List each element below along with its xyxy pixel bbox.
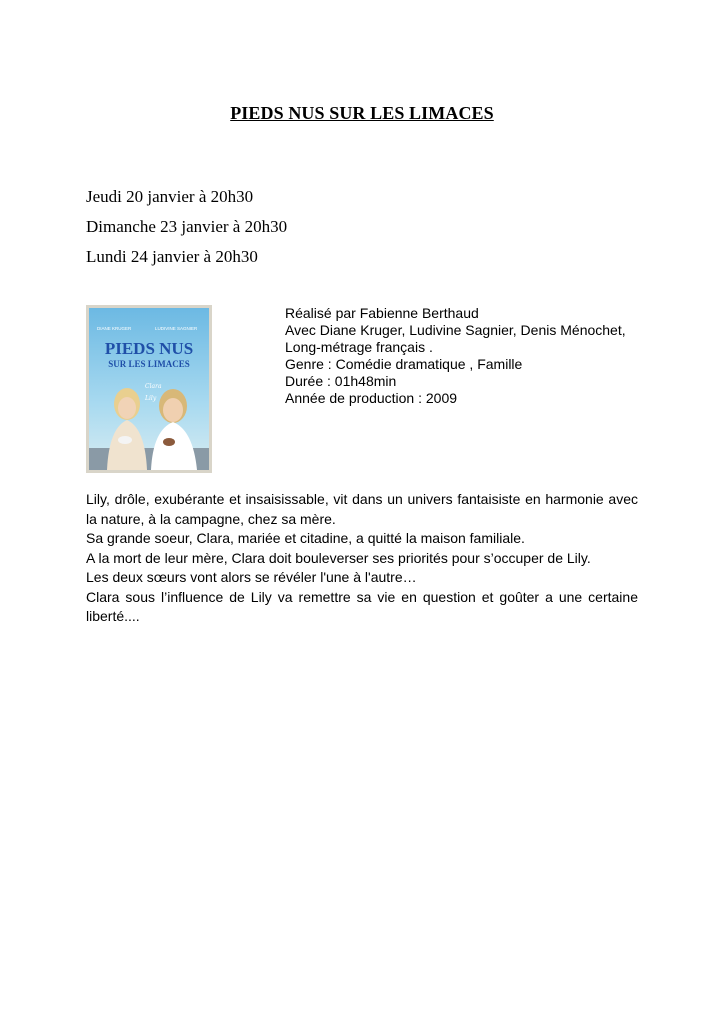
poster-name-clara: Clara — [145, 383, 162, 390]
credit-genre: Genre : Comédie dramatique , Famille — [285, 356, 523, 372]
credit-year: Année de production : 2009 — [285, 390, 458, 406]
screening-date: Dimanche 23 janvier à 20h30 — [86, 217, 288, 236]
poster-title-line1: PIEDS NUS — [104, 339, 194, 358]
credit-cast: Avec Diane Kruger, Ludivine Sagnier, Denis Ménochet, — [285, 322, 626, 338]
synopsis-paragraph: Sa grande soeur, Clara, mariée et citadine, a quitté la maison familiale. — [86, 530, 525, 546]
film-credits — [285, 305, 630, 407]
poster-name-lily: Lily — [145, 395, 157, 402]
credit-duration: Durée : 01h48min — [285, 373, 397, 389]
synopsis-paragraph: Clara sous l’influence de Lily va remettre sa vie en question et goûter a une certaine liberté.... — [86, 588, 638, 624]
credit-type: Long-métrage français . — [285, 339, 433, 355]
screening-date: Lundi 24 janvier à 20h30 — [86, 247, 258, 266]
screening-dates — [86, 182, 287, 272]
page-title: PIEDS NUS SUR LES LIMACES — [230, 103, 494, 123]
screening-date: Jeudi 20 janvier à 20h30 — [86, 187, 254, 206]
poster-actor-left: DIANE KRUGER — [97, 326, 132, 331]
synopsis-paragraph: A la mort de leur mère, Clara doit bouleverser ses priorités pour s’occuper de Lily. — [86, 549, 591, 566]
poster-artwork — [89, 308, 209, 470]
credit-director: Réalisé par Fabienne Berthaud — [285, 305, 479, 321]
movie-poster — [86, 305, 212, 473]
synopsis-paragraph: Les deux sœurs vont alors se révéler l'une à l'autre… — [86, 569, 417, 585]
poster-actor-right: LUDIVINE SAGNIER — [155, 326, 198, 331]
poster-title-line2: SUR LES LIMACES — [108, 359, 190, 369]
synopsis — [86, 490, 638, 627]
synopsis-paragraph: Lily, drôle, exubérante et insaisissable, vit dans un univers fantaisiste en harmonie avec la nature, à la campagne, chez sa mère. — [86, 491, 638, 527]
